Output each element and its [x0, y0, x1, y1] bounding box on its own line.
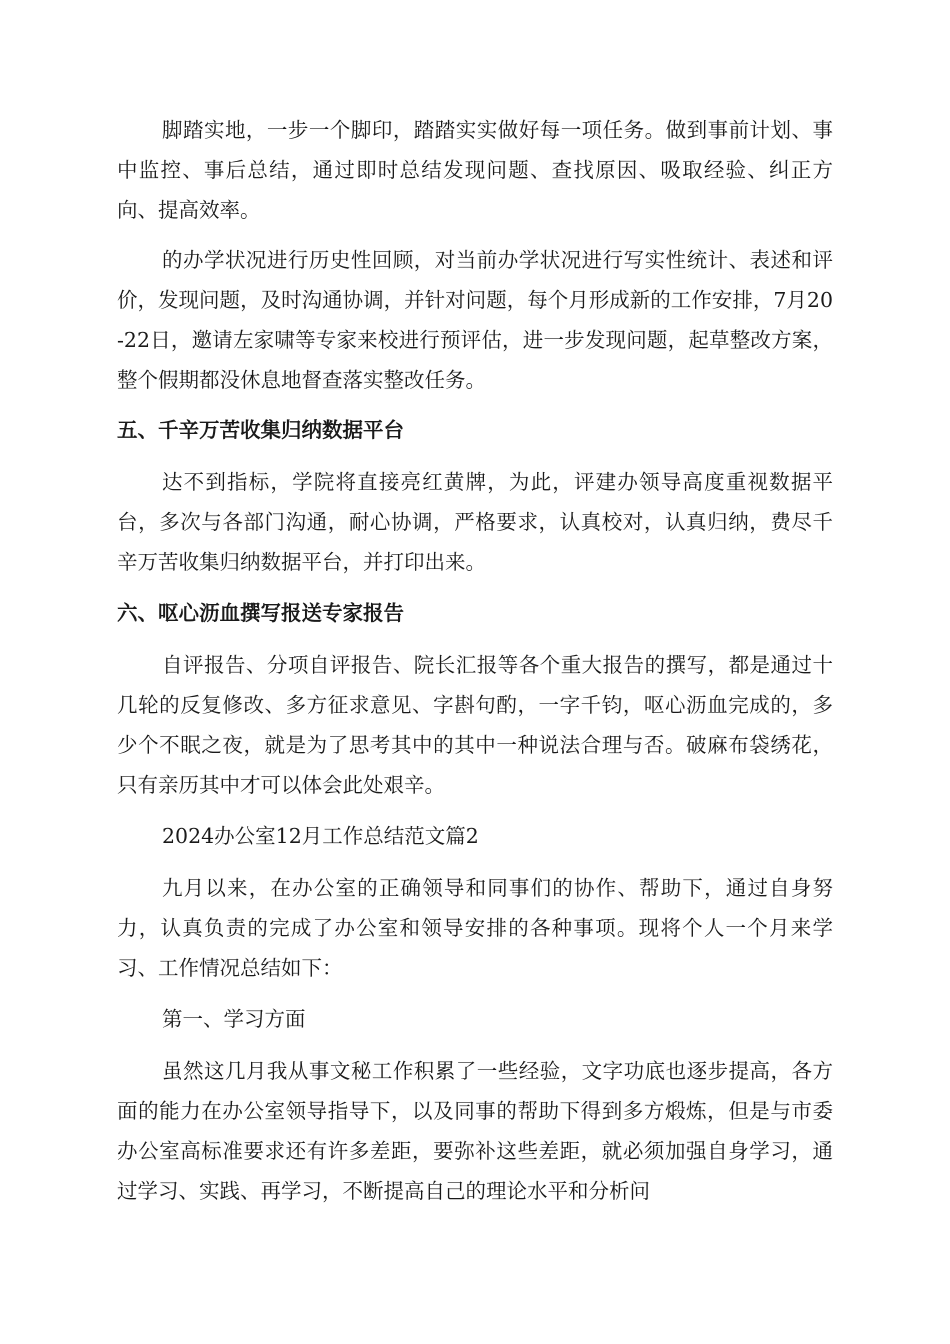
article-title-part-2: 2024办公室12月工作总结范文篇2 — [162, 824, 479, 848]
paragraph-data-platform: 达不到指标，学院将直接亮红黄牌，为此，评建办领导高度重视数据平台，多次与各部门沟通，耐心协调，严格要求，认真校对，认真归纳，费尽千辛万苦收集归纳数据平台，并打印出来。 — [117, 470, 833, 574]
paragraph-steady-work: 脚踏实地，一步一个脚印，踏踏实实做好每一项任务。做到事前计划、事中监控、事后总结，通过即时总结发现问题、查找原因、吸取经验、纠正方向、提高效率。 — [117, 118, 833, 222]
paragraph-intro-summary: 九月以来，在办公室的正确领导和同事们的协作、帮助下，通过自身努力，认真负责的完成了办公室和领导安排的各种事项。现将个人一个月来学习、工作情况总结如下： — [117, 876, 833, 980]
paragraph-study: 虽然这几月我从事文秘工作积累了一些经验，文字功底也逐步提高，各方面的能力在办公室领导指导下，以及同事的帮助下得到多方煅炼，但是与市委办公室高标准要求还有许多差距，要弥补这些差距，就必须加强自身学习，通过学习、实践、再学习，不断提高自己的理论水平和分析问 — [117, 1059, 833, 1203]
section-heading-data-platform: 五、千辛万苦收集归纳数据平台 — [117, 418, 404, 442]
subheading-study: 第一、学习方面 — [162, 1007, 306, 1031]
paragraph-school-review: 的办学状况进行历史性回顾，对当前办学状况进行写实性统计、表述和评价，发现问题，及时沟通协调，并针对问题，每个月形成新的工作安排，7月20-22日，邀请左家啸等专家来校进行预评估，进一步发现问题，起草整改方案，整个假期都没休息地督查落实整改任务。 — [117, 248, 833, 392]
section-heading-expert-report: 六、呕心沥血撰写报送专家报告 — [117, 601, 404, 625]
paragraph-expert-report: 自评报告、分项自评报告、院长汇报等各个重大报告的撰写，都是通过十几轮的反复修改、多方征求意见、字斟句酌，一字千钧，呕心沥血完成的，多少个不眠之夜，就是为了思考其中的其中一种说法合理与否。破麻布袋绣花，只有亲历其中才可以体会此处艰辛。 — [117, 653, 833, 797]
